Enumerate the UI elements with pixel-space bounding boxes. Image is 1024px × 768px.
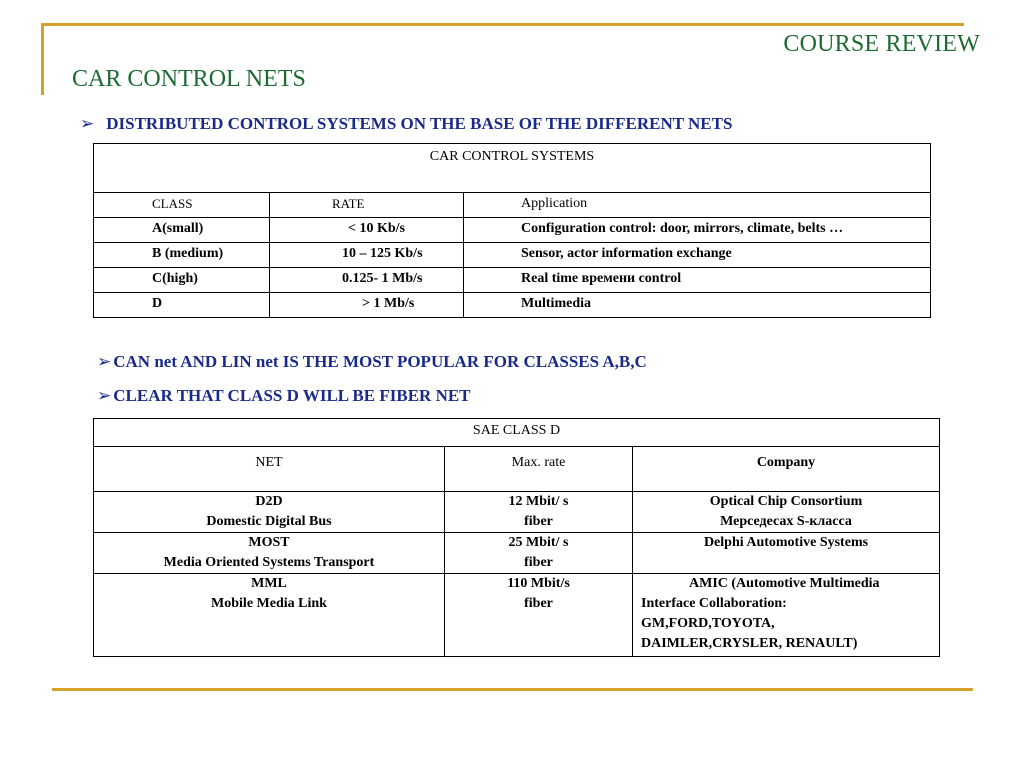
slide-title: CAR CONTROL NETS: [72, 66, 306, 92]
class-cell: A(small): [94, 218, 270, 243]
company-line: AMIC (Automotive Multimedia: [689, 576, 880, 591]
application-cell: Real time времени control: [464, 268, 931, 293]
company-line: DAIMLER,CRYSLER, RENAULT): [641, 636, 858, 651]
rate-cell: 10 – 125 Kb/s: [270, 243, 464, 268]
header-company: Company: [633, 447, 940, 492]
net-cell: [94, 533, 445, 574]
left-rule: [41, 23, 44, 95]
rate-cell: 0.125- 1 Mb/s: [270, 268, 464, 293]
class-cell: B (medium): [94, 243, 270, 268]
application-cell: Multimedia: [464, 293, 931, 318]
header-application: Application: [464, 193, 931, 218]
company-line: GM,FORD,TOYOTA,: [641, 616, 775, 631]
rate-value: 12 Mbit/ s: [508, 494, 569, 509]
rate-cell: [445, 574, 633, 657]
table-row: [94, 243, 931, 268]
company-line: Interface Collaboration:: [641, 596, 787, 611]
section-title: COURSE REVIEW: [783, 31, 980, 57]
table-row: [94, 574, 940, 657]
header-rate: RATE: [270, 193, 464, 218]
table-row: [94, 268, 931, 293]
table-title: SAE CLASS D: [94, 419, 940, 447]
net-name: MML: [251, 576, 287, 591]
net-cell: [94, 492, 445, 533]
company-cell: [633, 533, 940, 574]
table-row: [94, 533, 940, 574]
rate-cell: < 10 Kb/s: [270, 218, 464, 243]
net-description: Mobile Media Link: [211, 596, 327, 611]
bullet-text: CLEAR THAT CLASS D WILL BE FIBER NET: [113, 386, 471, 405]
rate-medium: fiber: [524, 555, 553, 570]
sae-class-d-table: [93, 418, 940, 657]
bottom-rule: [52, 688, 973, 691]
rate-medium: fiber: [524, 514, 553, 529]
header-class: CLASS: [94, 193, 270, 218]
net-name: D2D: [255, 494, 283, 509]
bullet-distributed: [80, 114, 732, 134]
net-description: Media Oriented Systems Transport: [163, 555, 375, 570]
net-name: MOST: [248, 535, 290, 550]
arrow-bullet-icon: ➢: [97, 386, 112, 405]
header-max-rate: Max. rate: [445, 447, 633, 492]
table-row: [94, 218, 931, 243]
rate-cell: [445, 533, 633, 574]
table-row: [94, 492, 940, 533]
bullet-fiber: [97, 386, 471, 406]
company-line: Delphi Automotive Systems: [703, 535, 869, 550]
table-row: [94, 293, 931, 318]
rate-cell: [445, 492, 633, 533]
net-cell: [94, 574, 445, 657]
company-line: Optical Chip Consortium: [709, 494, 863, 509]
rate-value: 110 Mbit/s: [507, 576, 570, 591]
top-rule: [44, 23, 964, 26]
car-control-systems-table: [93, 143, 931, 318]
company-cell: [633, 492, 940, 533]
application-cell: Configuration control: door, mirrors, climate, belts …: [464, 218, 931, 243]
company-line: Мерседесах S-класса: [720, 514, 852, 529]
class-cell: D: [94, 293, 270, 318]
arrow-bullet-icon: ➢: [97, 352, 112, 371]
application-cell: Sensor, actor information exchange: [464, 243, 931, 268]
table-title: CAR CONTROL SYSTEMS: [94, 144, 931, 193]
bullet-text: CAN net AND LIN net IS THE MOST POPULAR FOR CLASSES A,B,C: [113, 352, 647, 371]
company-cell: [633, 574, 940, 657]
header-net: NET: [94, 447, 445, 492]
bullet-can-lin: [97, 352, 647, 372]
rate-medium: fiber: [524, 596, 553, 611]
rate-cell: > 1 Mb/s: [270, 293, 464, 318]
rate-value: 25 Mbit/ s: [508, 535, 569, 550]
class-cell: C(high): [94, 268, 270, 293]
net-description: Domestic Digital Bus: [206, 514, 332, 529]
arrow-bullet-icon: ➢: [80, 114, 95, 133]
bullet-text: DISTRIBUTED CONTROL SYSTEMS ON THE BASE OF THE DIFFERENT NETS: [106, 114, 733, 133]
